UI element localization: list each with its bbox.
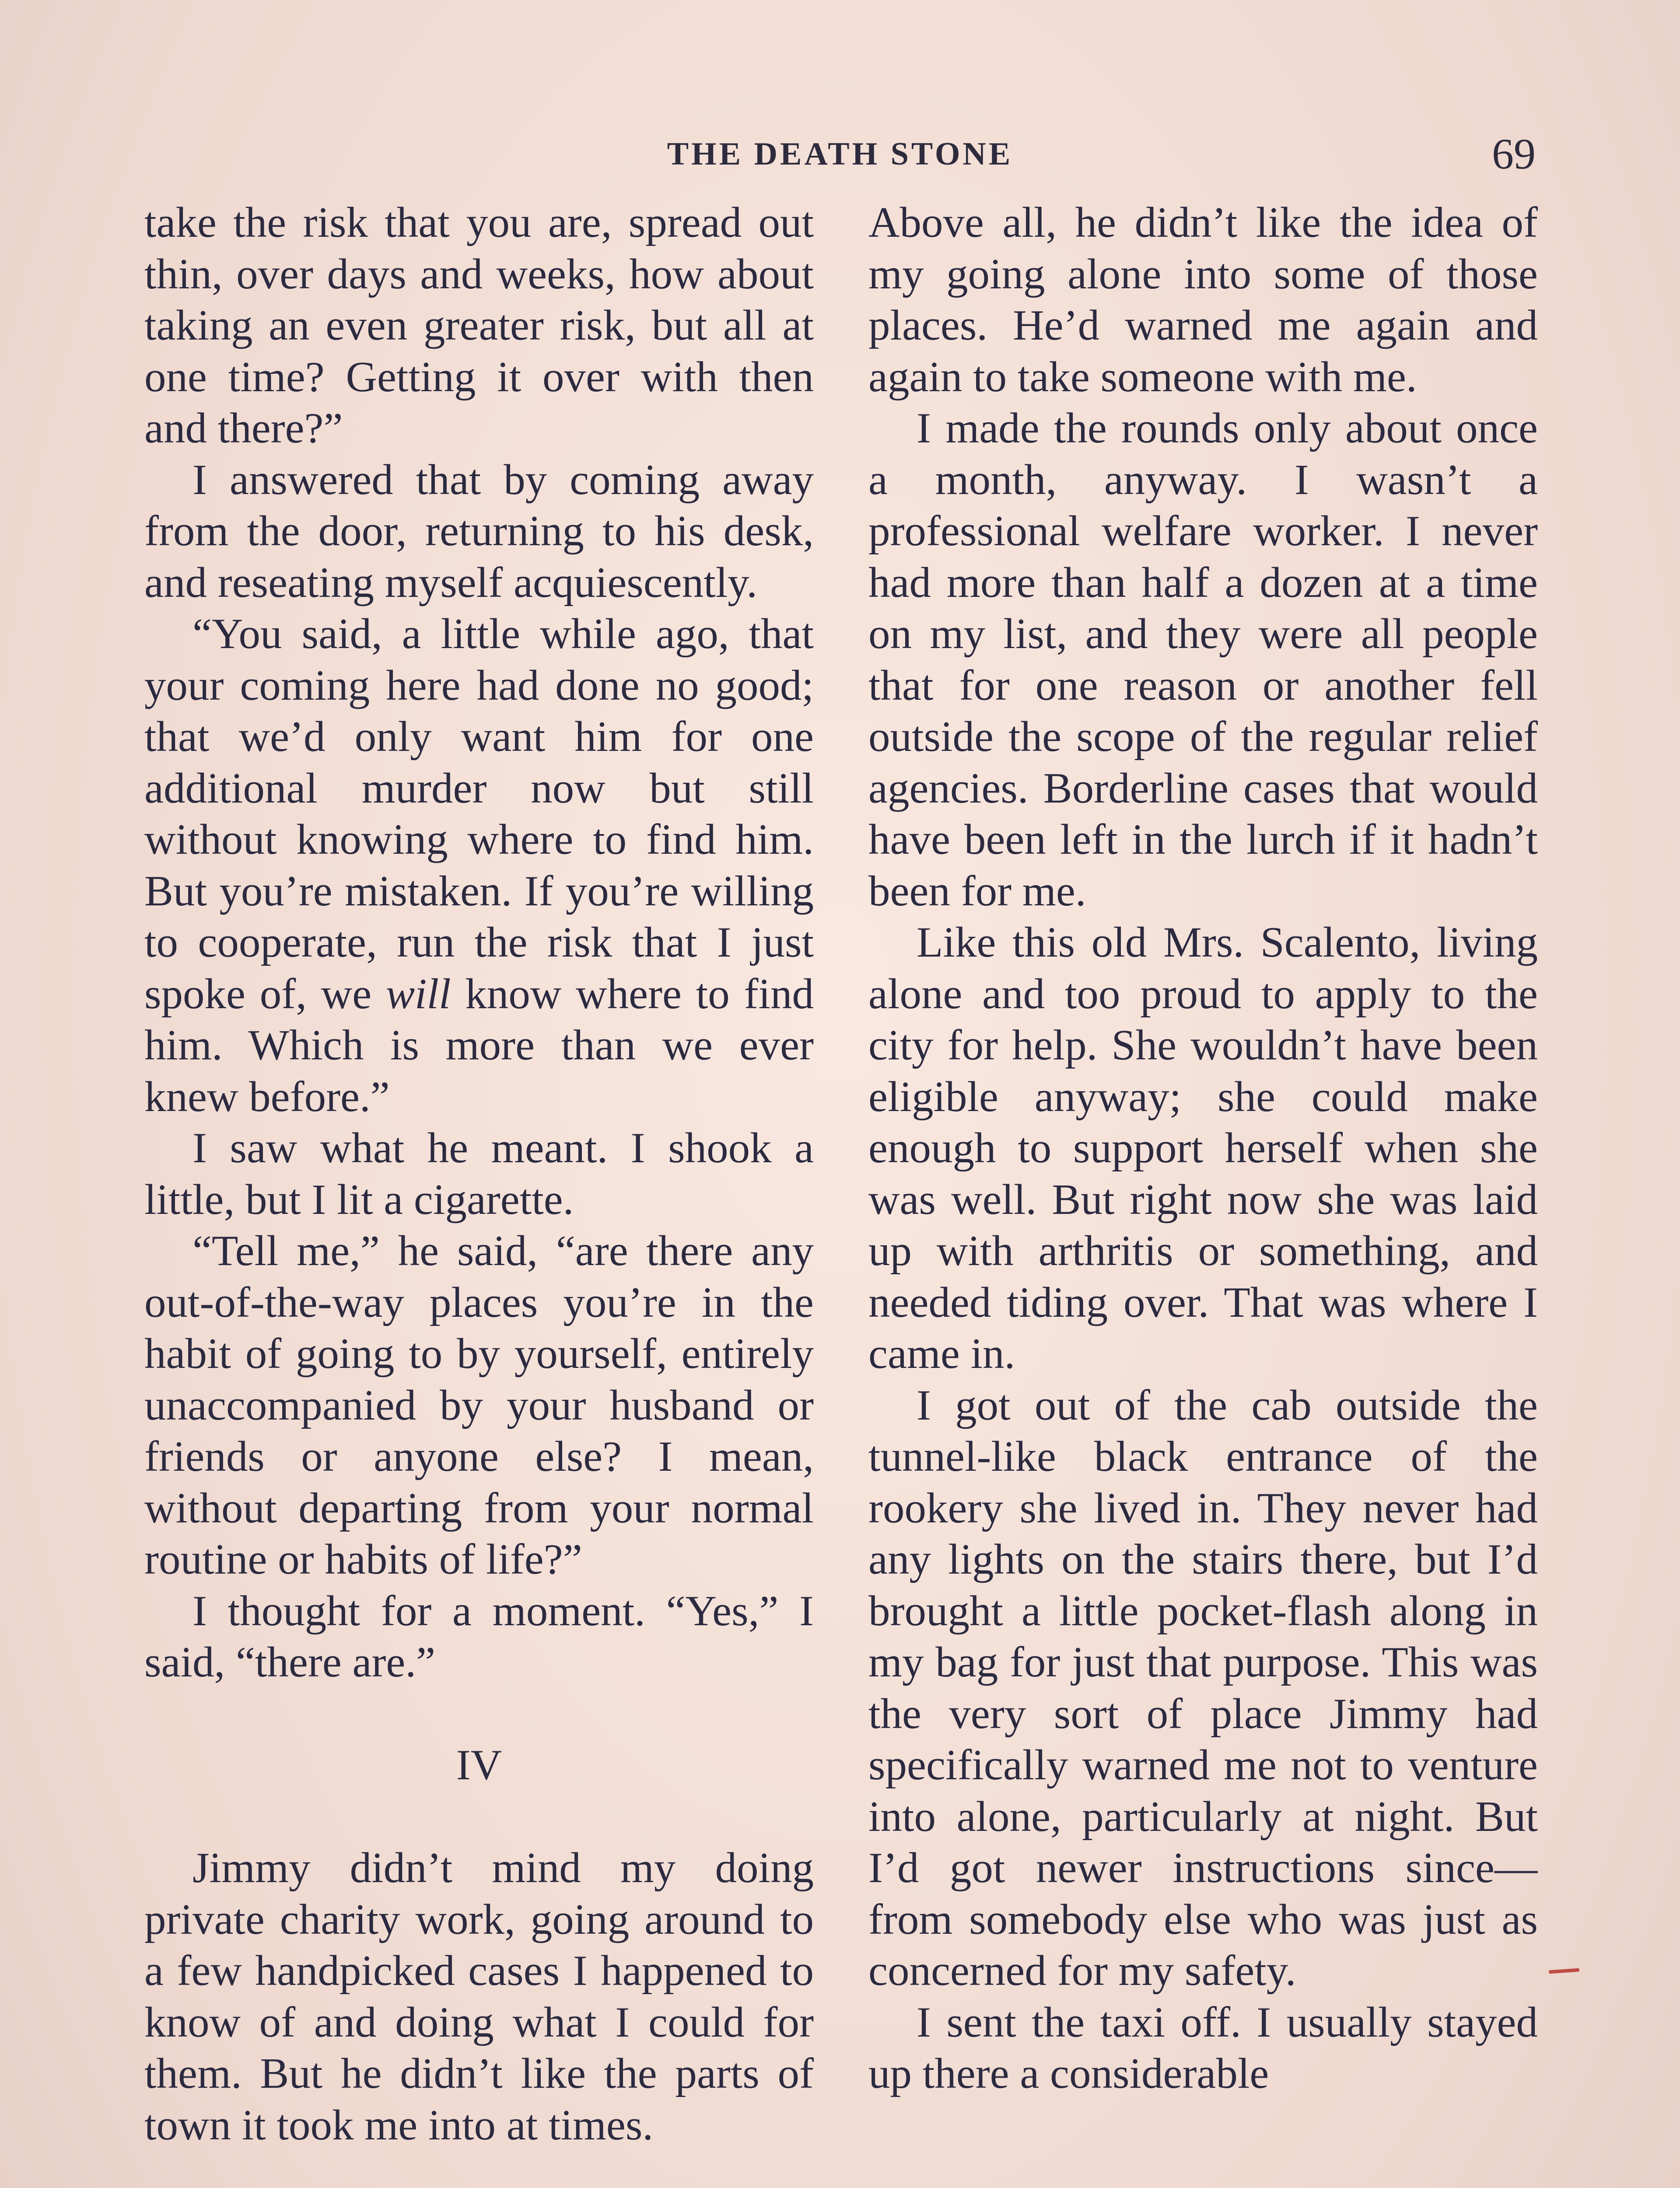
paragraph xyxy=(144,197,814,454)
paragraph xyxy=(868,403,1538,917)
paragraph xyxy=(144,1225,814,1585)
paragraph-text: I made the rounds only about once a month, anyway. I wasn’t a professional welfare worker. I never had more than half a dozen at a time on my list, and they were all people that for one reason or another fell outside the scope of the regular relief agencies. Borderline cases that would have been left in the lurch if it hadn’t been for me. xyxy=(868,404,1538,915)
margin-pencil-mark xyxy=(1549,1968,1579,1974)
paragraph xyxy=(144,608,814,1122)
right-column-text xyxy=(868,197,1538,2100)
page-number: 69 xyxy=(1492,130,1536,178)
paragraph-text: I answered that by coming away from the door, returning to his desk, and reseating myself acquiescently. xyxy=(144,456,814,607)
paragraph xyxy=(868,917,1538,1380)
paragraph-text: “Tell me,” he said, “are there any out-of-the-way places you’re in the habit of going to by yourself, entirely unaccompanied by your husband or friends or anyone else? I mean, without departing from your normal routine or habits of life?” xyxy=(144,1227,814,1583)
paragraph-text: take the risk that you are, spread out thin, over days and weeks, how about taking an even greater risk, but all at one time? Getting it over with then and there?” xyxy=(144,199,814,452)
section-number: IV xyxy=(456,1741,502,1789)
paragraph-text: I saw what he meant. I shook a little, but I lit a cigarette. xyxy=(144,1124,814,1224)
paragraph xyxy=(144,454,814,609)
paragraph-text: “You said, a little while ago, that your coming here had done no good; that we’d only want him for one additional murder now but still without knowing where to find him. But you’re mistaken. If you’re willing to cooperate, run the risk that I just spoke of, we xyxy=(144,610,814,1018)
paragraph-text: Above all, he didn’t like the idea of my going alone into some of those places. He’d warned me again and again to take someone with me. xyxy=(868,199,1538,401)
running-title: THE DEATH STONE xyxy=(667,136,1013,172)
italic-text: will xyxy=(385,970,451,1018)
left-column-text xyxy=(144,197,814,1688)
right-column xyxy=(868,197,1538,2188)
paragraph xyxy=(868,197,1538,403)
paragraph xyxy=(144,1122,814,1225)
left-column xyxy=(144,197,814,2188)
left-column-section-text xyxy=(144,1842,814,2151)
paragraph xyxy=(868,1380,1538,1997)
paragraph-text: I got out of the cab outside the tunnel-like black entrance of the rookery she lived in. They never had any lights on the stairs there, but I’d brought a little pocket-flash along in my bag for just that purpose. This was the very sort of place Jimmy had specifically warned me not to venture into alone, particularly at night. But I’d got newer instructions since—from somebody else who was just as concerned for my safety. xyxy=(868,1381,1538,1995)
running-head xyxy=(144,131,1536,179)
paragraph xyxy=(144,1585,814,1688)
paragraph-text: I thought for a moment. “Yes,” I said, “there are.” xyxy=(144,1587,814,1686)
paragraph-text: know where to find him. Which is more than we ever knew before.” xyxy=(144,970,814,1121)
paragraph-text: Jimmy didn’t mind my doing private charity work, going around to a few handpicked cases I happened to know of and doing what I could for them. But he didn’t like the parts of town it took me into at times. xyxy=(144,1844,814,2149)
paragraph-text: Like this old Mrs. Scalento, living alone and too proud to apply to the city for help. She wouldn’t have been eligible anyway; she could make enough to support herself when she was well. But right now she was laid up with arthritis or something, and needed tiding over. That was where I came in. xyxy=(868,919,1538,1378)
paragraph-text: I sent the taxi off. I usually stayed up there a considerable xyxy=(868,1998,1538,2097)
paragraph xyxy=(144,1842,814,2151)
paragraph xyxy=(868,1997,1538,2100)
